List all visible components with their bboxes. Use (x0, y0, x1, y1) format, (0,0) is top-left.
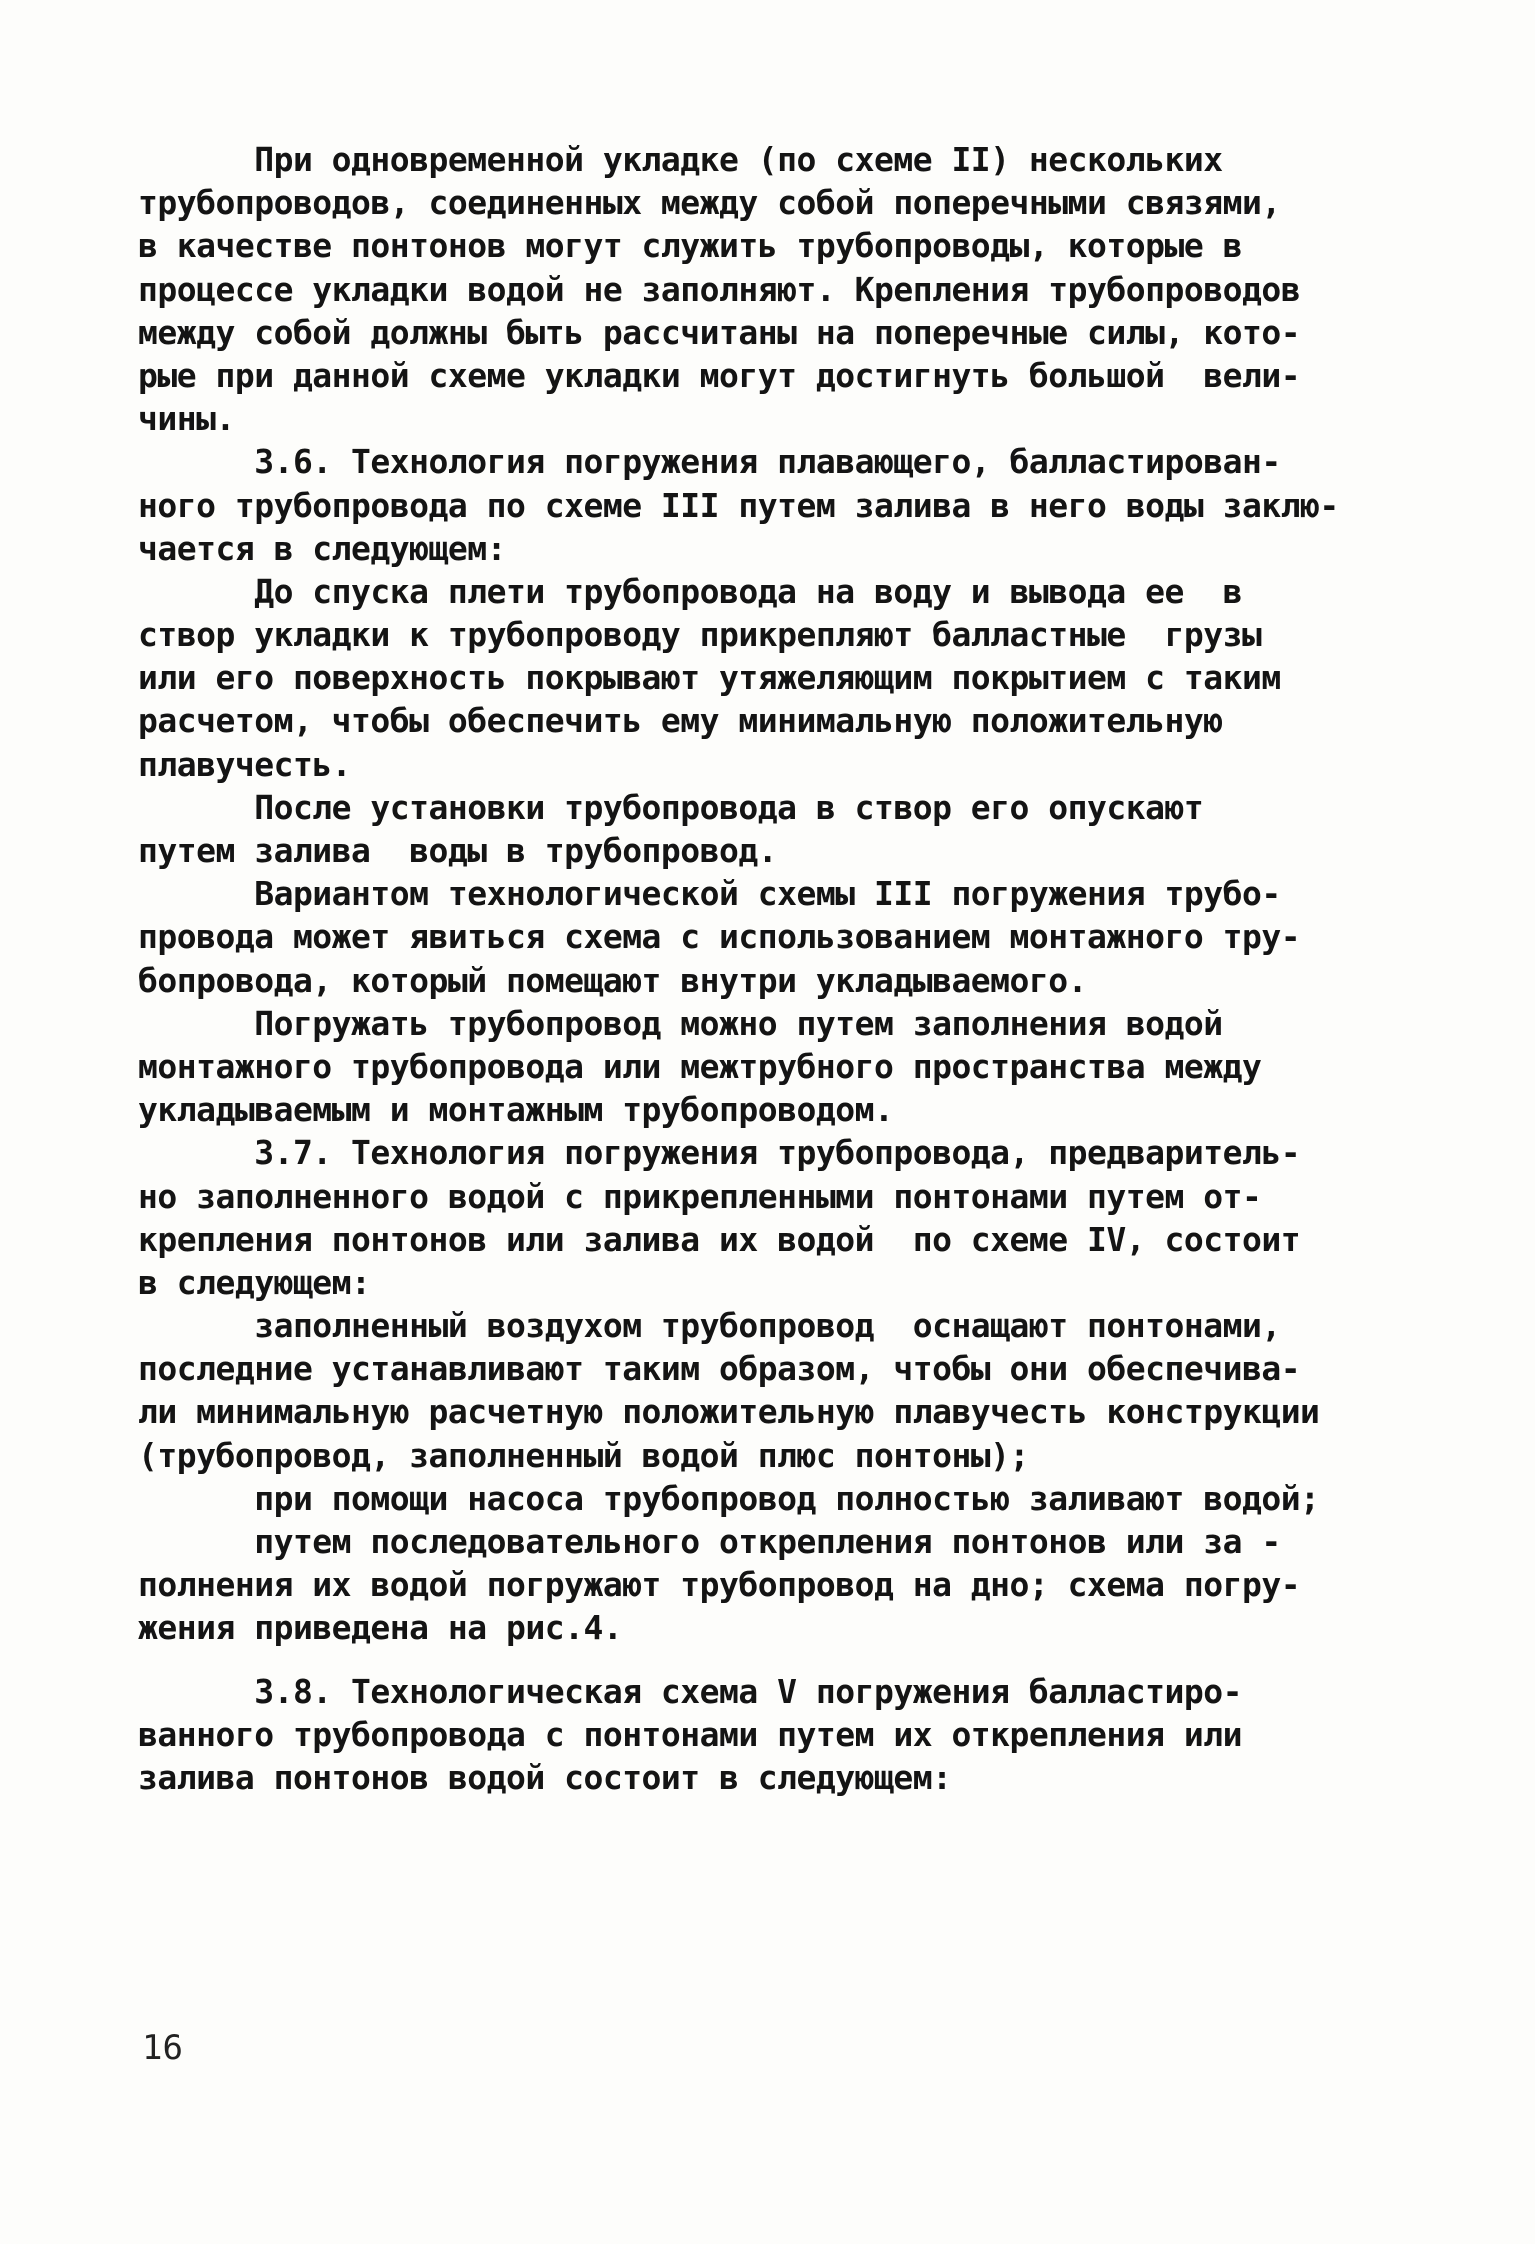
text-line: заполненный воздухом трубопровод оснащают понтонами, (138, 1306, 1281, 1346)
text-line: После установки трубопровода в створ его опускают (138, 787, 1204, 827)
text-line: полнения их водой погружают трубопровод на дно; схема погру- (138, 1565, 1301, 1605)
text-line: монтажного трубопровода или межтрубного пространства между (138, 1046, 1262, 1086)
text-line: При одновременной укладке (по схеме II) нескольких (138, 140, 1223, 179)
text-line: процессе укладки водой не заполняют. Крепления трубопроводов (138, 269, 1301, 309)
text-line: крепления понтонов или залива их водой по схеме IV, состоит (138, 1219, 1301, 1259)
text-line: в следующем: (138, 1262, 371, 1302)
text-line: путем последовательного открепления понтонов или за - (138, 1522, 1281, 1561)
text-line: залива понтонов водой состоит в следующем: (138, 1757, 952, 1797)
text-line: в качестве понтонов могут служить трубопроводы, которые в (138, 226, 1242, 266)
text-line: расчетом, чтобы обеспечить ему минимальную положительную (138, 701, 1223, 741)
text-line: путем залива воды в трубопровод. (138, 831, 778, 870)
text-line: ли минимальную расчетную положительную плавучесть конструкции (138, 1392, 1320, 1432)
text-line: ного трубопровода по схеме III путем залива в него воды заклю- (138, 485, 1339, 525)
text-line: 3.6. Технология погружения плавающего, балластирован- (138, 442, 1281, 482)
document-body (138, 138, 1408, 1799)
text-line: 3.8. Технологическая схема V погружения балластиро- (138, 1671, 1242, 1711)
text-line: Погружать трубопровод можно путем заполнения водой (138, 1003, 1223, 1043)
text-line: провода может явиться схема с использованием монтажного тру- (138, 917, 1301, 957)
text-line: До спуска плети трубопровода на воду и вывода ее в (138, 571, 1242, 611)
text-line: чается в следующем: (138, 528, 506, 568)
text-line: при помощи насоса трубопровод полностью заливают водой; (138, 1478, 1320, 1518)
text-line: плавучесть. (138, 744, 352, 784)
text-line (138, 1650, 1408, 1670)
text-line: Вариантом технологической схемы III погружения трубо- (138, 874, 1281, 914)
page-number: 16 (142, 2028, 183, 2068)
text-line: жения приведена на рис.4. (138, 1608, 623, 1648)
text-line: чины. (138, 399, 235, 439)
text-line: рые при данной схеме укладки могут достигнуть большой вели- (138, 355, 1301, 395)
text-line: (трубопровод, заполненный водой плюс понтоны); (138, 1435, 1029, 1475)
text-line: трубопроводов, соединенных между собой поперечными связями, (138, 183, 1281, 223)
text-line: ванного трубопровода с понтонами путем их открепления или (138, 1714, 1242, 1754)
text-line: последние устанавливают таким образом, чтобы они обеспечива- (138, 1349, 1301, 1389)
text-line: но заполненного водой с прикрепленными понтонами путем от- (138, 1176, 1262, 1216)
text-line: бопровода, который помещают внутри укладываемого. (138, 960, 1088, 1000)
text-line: или его поверхность покрывают утяжеляющим покрытием с таким (138, 658, 1281, 698)
text-line: створ укладки к трубопроводу прикрепляют балластные грузы (138, 615, 1262, 655)
text-line: 3.7. Технология погружения трубопровода, предваритель- (138, 1133, 1301, 1173)
text-line: между собой должны быть рассчитаны на поперечные силы, кото- (138, 312, 1301, 352)
text-line: укладываемым и монтажным трубопроводом. (138, 1090, 894, 1130)
